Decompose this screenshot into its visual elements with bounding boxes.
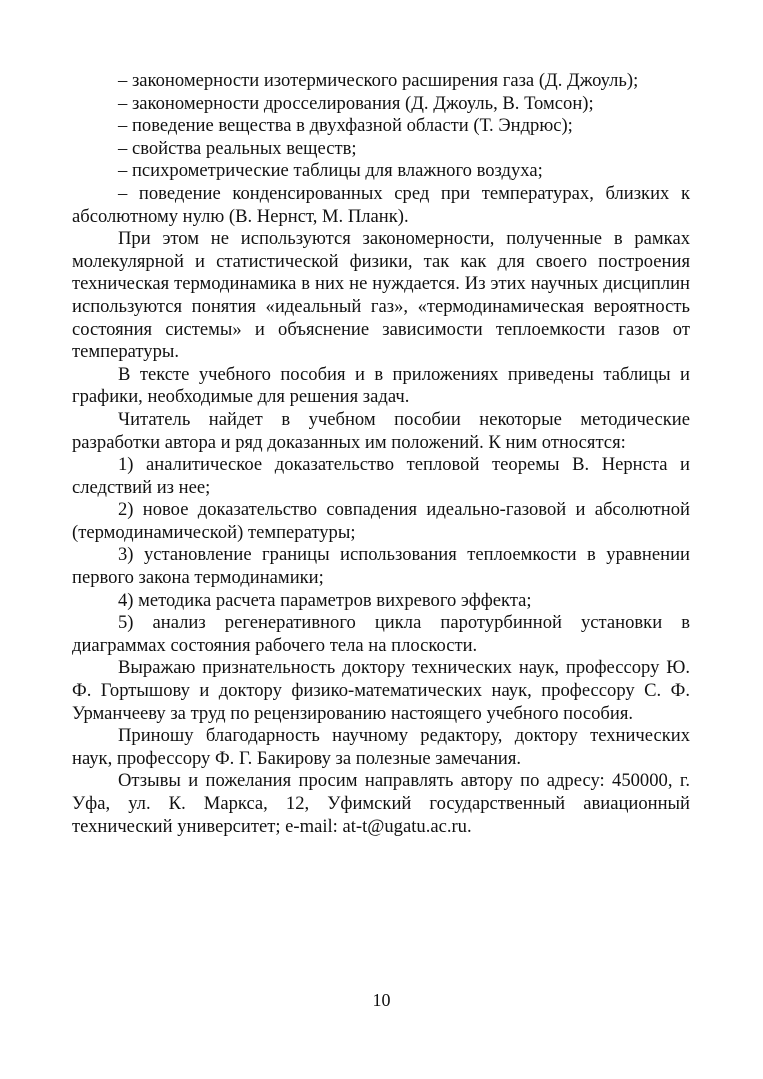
paragraph-feedback: Отзывы и пожелания просим направлять автору по адресу: 450000, г. Уфа, ул. К. Маркса, 12, Уфимский государственный авиационный технический университет; e-mail: at-t@ugatu.ac.ru. <box>72 770 690 837</box>
numbered-item: 1) аналитическое доказательство тепловой теоремы В. Нернста и следствий из нее; <box>72 454 690 498</box>
paragraph-gratitude-editor: Приношу благодарность научному редактору, доктору технических наук, профессору Ф. Г. Бакирову за полезные замечания. <box>72 725 690 769</box>
paragraph-not-used: При этом не используются закономерности, полученные в рамках молекулярной и статистической физики, так как для своего построения техническая термодинамика в них не нуждается. Из этих научных дисциплин используются понятия «идеальный газ», «термодинамическая вероятность состояния системы» и объяснение зависимости теплоемкости газов от температуры. <box>72 228 690 363</box>
list-item: – поведение вещества в двухфазной области (Т. Эндрюс); <box>118 115 573 137</box>
list-item: – закономерности изотермического расширения газа (Д. Джоуль); <box>118 70 639 91</box>
list-item: – свойства реальных веществ; <box>118 137 357 159</box>
numbered-item: 4) методика расчета параметров вихревого эффекта; <box>118 589 532 611</box>
list-item: – закономерности дросселирования (Д. Джоуль, В. Томсон); <box>118 92 594 114</box>
paragraph-tables: В тексте учебного пособия и в приложениях приведены таблицы и графики, необходимые для решения задач. <box>72 363 690 408</box>
page-number: 10 <box>372 990 391 1010</box>
list-item: – психрометрические таблицы для влажного воздуха; <box>118 160 543 182</box>
list-item: – поведение конденсированных сред при температурах, близких к абсолютному нулю (В. Нернст, М. Планк). <box>72 182 690 227</box>
numbered-item: 3) установление границы использования теплоемкости в уравнении первого закона термодинамики; <box>72 544 690 589</box>
page-body <box>72 70 690 838</box>
paragraph-gratitude-reviewers: Выражаю признательность доктору технических наук, профессору Ю. Ф. Гортышову и доктору физико-математических наук, профессору С. Ф. Урманчееву за труд по рецензированию настоящего учебного пособия. <box>72 657 690 724</box>
paragraph-reader: Читатель найдет в учебном пособии некоторые методические разработки автора и ряд доказанных им положений. К ним относятся: <box>72 408 690 453</box>
numbered-item: 5) анализ регенеративного цикла паротурбинной установки в диаграммах состояния рабочего тела на плоскости. <box>72 612 690 656</box>
numbered-item: 2) новое доказательство совпадения идеально-газовой и абсолютной (термодинамической) температуры; <box>72 499 690 543</box>
